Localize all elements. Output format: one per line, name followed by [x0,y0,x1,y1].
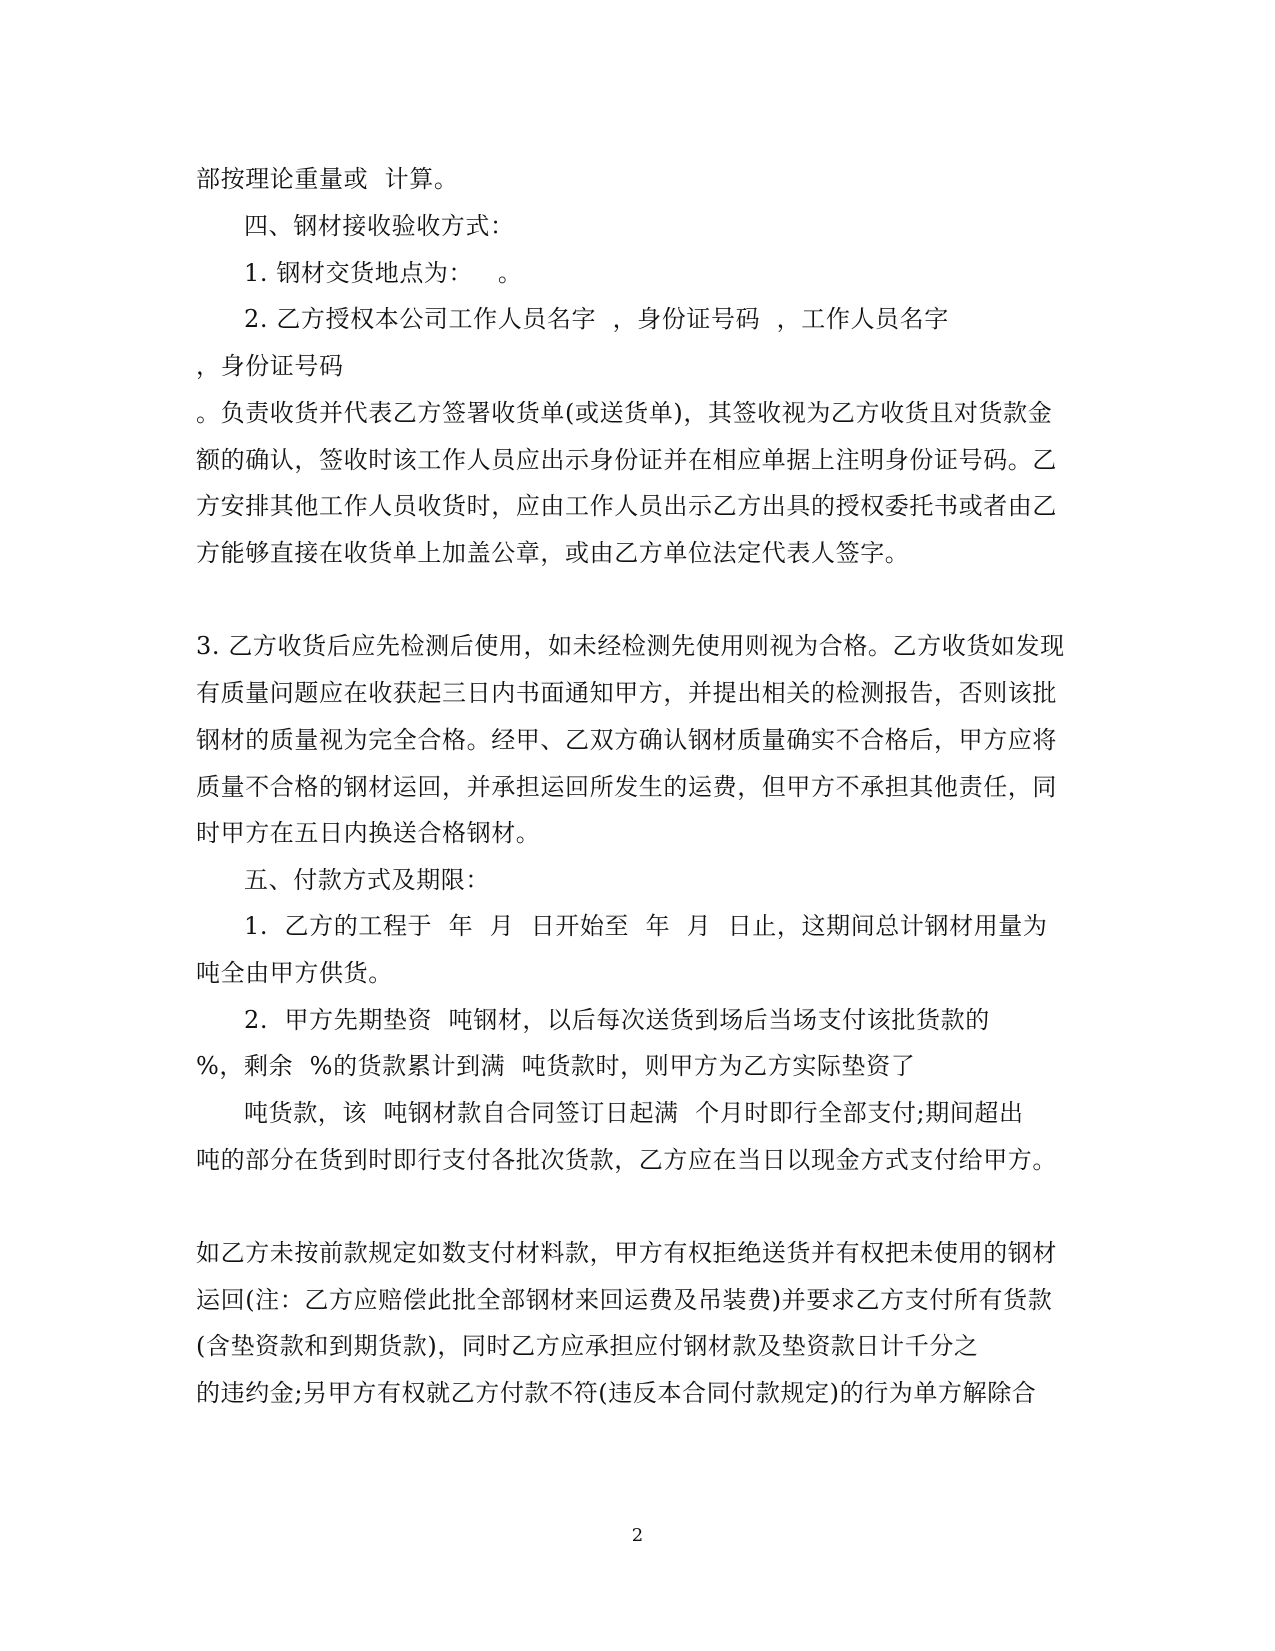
text-line: (含垫资款和到期货款)，同时乙方应承担应付钢材款及垫资款日计千分之 [196,1332,979,1360]
text-line: 3. 乙方收货后应先检测后使用，如未经检测先使用则视为合格。乙方收货如发现 [196,632,1065,660]
text-line: 1. 乙方的工程于 年 月 日开始至 年 月 日止，这期间总计钢材用量为 [244,912,1048,940]
text-line: 的违约金;另甲方有权就乙方付款不符(违反本合同付款规定)的行为单方解除合 [196,1379,1037,1407]
text-line: 质量不合格的钢材运回，并承担运回所发生的运费，但甲方不承担其他责任，同 [196,773,1057,801]
text-line: 吨的部分在货到时即行支付各批次货款，乙方应在当日以现金方式支付给甲方。 [196,1146,1057,1174]
text-line: 钢材的质量视为完全合格。经甲、乙双方确认钢材质量确实不合格后，甲方应将 [196,726,1057,754]
page-number: 2 [631,1525,644,1546]
text-line: ，身份证号码 [196,352,344,380]
text-line: 1. 钢材交货地点为： 。 [244,259,523,287]
text-line: %，剩余 %的货款累计到满 吨货款时，则甲方为乙方实际垫资了 [196,1052,916,1080]
text-line: 。负责收货并代表乙方签署收货单(或送货单)，其签收视为乙方收货且对货款金 [196,399,1053,427]
text-line: 2. 乙方授权本公司工作人员名字 ，身份证号码 ，工作人员名字 [244,305,949,333]
section-heading: 五、付款方式及期限： [244,866,490,894]
text-line: 吨全由甲方供货。 [196,959,393,987]
text-line: 吨货款，该 吨钢材款自合同签订日起满 个月时即行全部支付;期间超出 [244,1099,1024,1127]
text-line: 方能够直接在收货单上加盖公章，或由乙方单位法定代表人签字。 [196,539,910,567]
text-line: 部按理论重量或 计算。 [196,165,459,193]
section-heading: 四、钢材接收验收方式： [244,212,515,240]
text-line: 方安排其他工作人员收货时，应由工作人员出示乙方出具的授权委托书或者由乙 [196,492,1057,520]
text-line: 如乙方未按前款规定如数支付材料款，甲方有权拒绝送货并有权把未使用的钢材 [196,1239,1057,1267]
text-line: 时甲方在五日内换送合格钢材。 [196,819,541,847]
text-line: 2. 甲方先期垫资 吨钢材，以后每次送货到场后当场支付该批货款的 [244,1006,990,1034]
text-line: 有质量问题应在收获起三日内书面通知甲方，并提出相关的检测报告，否则该批 [196,679,1057,707]
text-line: 额的确认，签收时该工作人员应出示身份证并在相应单据上注明身份证号码。乙 [196,446,1057,474]
text-line: 运回(注：乙方应赔偿此批全部钢材来回运费及吊装费)并要求乙方支付所有货款 [196,1286,1053,1314]
